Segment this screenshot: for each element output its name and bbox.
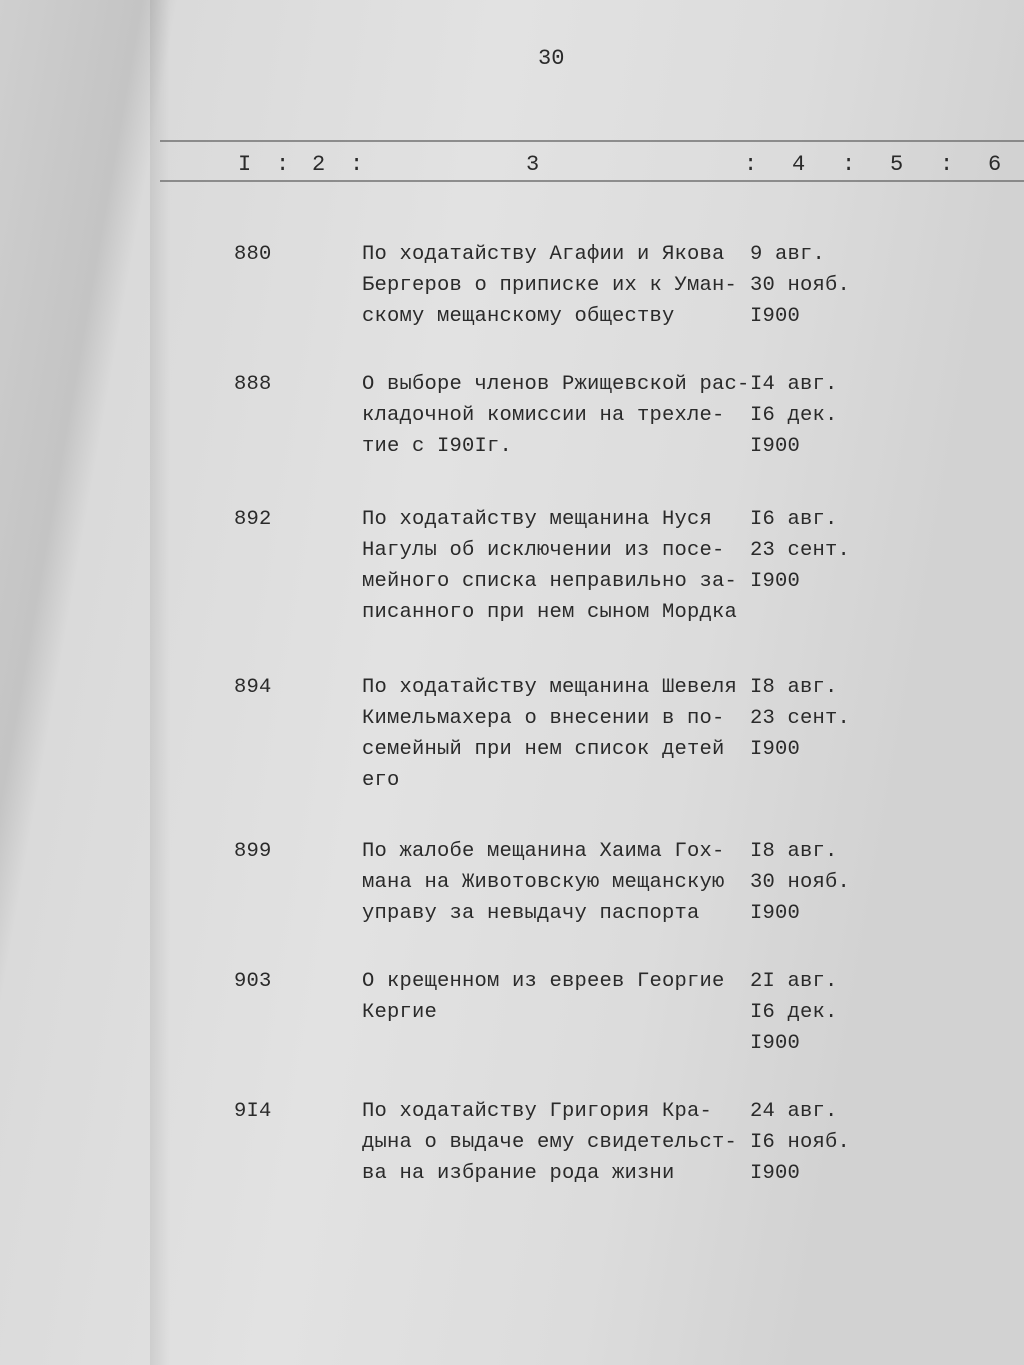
description-line: Нагулы об исключении из посе- (362, 539, 725, 562)
description-line: тие с I90Iг. (362, 435, 513, 458)
entry-dates (750, 966, 838, 1059)
description-line: управу за невыдачу паспорта (362, 902, 700, 925)
entry-number: 9I4 (234, 1100, 272, 1123)
description-line: По ходатайству мещанина Нуся (362, 508, 713, 531)
start-date: 9 авг. (750, 243, 826, 266)
entry-dates (750, 504, 850, 597)
start-date: I8 авг. (750, 840, 838, 863)
year: I900 (750, 1032, 801, 1055)
entry-description (362, 836, 725, 929)
entry-description (362, 966, 725, 1028)
header-top-rule (160, 140, 1024, 142)
header-bottom-rule (160, 180, 1024, 182)
description-line: кладочной комиссии на трехле- (362, 404, 725, 427)
end-date: I6 нояб. (750, 1131, 851, 1154)
start-date: 2I авг. (750, 970, 838, 993)
start-date: I6 авг. (750, 508, 838, 531)
column-separator: : (744, 152, 758, 177)
entry-number: 894 (234, 676, 272, 699)
description-line: Кергие (362, 1001, 438, 1024)
column-header-6: 6 (988, 152, 1002, 177)
end-date: 30 нояб. (750, 871, 851, 894)
description-line: его (362, 769, 400, 792)
entry-number: 903 (234, 970, 272, 993)
description-line: мана на Животовскую мещанскую (362, 871, 725, 894)
column-separator: : (940, 152, 954, 177)
entry-dates (750, 239, 850, 332)
column-header-1: I (238, 152, 252, 177)
entry-description (362, 1096, 737, 1189)
end-date: 30 нояб. (750, 274, 851, 297)
entry-dates (750, 369, 838, 462)
year: I900 (750, 305, 801, 328)
description-line: Бергеров о приписке их к Уман- (362, 274, 738, 297)
end-date: 23 сент. (750, 707, 851, 730)
column-separator: : (842, 152, 856, 177)
entry-description (362, 239, 737, 332)
column-separator: : (350, 152, 364, 177)
description-line: По ходатайству Агафии и Якова (362, 243, 725, 266)
entry-description (362, 369, 750, 462)
start-date: 24 авг. (750, 1100, 838, 1123)
description-line: скому мещанскому обществу (362, 305, 675, 328)
end-date: I6 дек. (750, 404, 838, 427)
start-date: I8 авг. (750, 676, 838, 699)
description-line: писанного при нем сыном Мордка (362, 601, 738, 624)
page-number: 30 (538, 46, 565, 71)
end-date: I6 дек. (750, 1001, 838, 1024)
column-header-2: 2 (312, 152, 326, 177)
description-line: По ходатайству Григория Кра- (362, 1100, 713, 1123)
entry-number: 899 (234, 840, 272, 863)
description-line: мейного списка неправильно за- (362, 570, 738, 593)
description-line: ва на избрание рода жизни (362, 1162, 675, 1185)
entry-dates (750, 836, 850, 929)
description-line: По ходатайству мещанина Шевеля (362, 676, 738, 699)
description-line: дына о выдаче ему свидетельст- (362, 1131, 738, 1154)
description-line: семейный при нем список детей (362, 738, 725, 761)
column-separator: : (276, 152, 290, 177)
year: I900 (750, 435, 801, 458)
description-line: О крещенном из евреев Георгие (362, 970, 725, 993)
entry-description (362, 504, 737, 628)
description-line: О выборе членов Ржищевской рас- (362, 373, 750, 396)
year: I900 (750, 570, 801, 593)
end-date: 23 сент. (750, 539, 851, 562)
page-fold-shadow (150, 0, 170, 1365)
entry-number: 888 (234, 373, 272, 396)
column-header-3: 3 (526, 152, 540, 177)
column-header-4: 4 (792, 152, 806, 177)
description-line: По жалобе мещанина Хаима Гох- (362, 840, 725, 863)
year: I900 (750, 738, 801, 761)
entry-number: 880 (234, 243, 272, 266)
entry-dates (750, 672, 850, 765)
column-header-5: 5 (890, 152, 904, 177)
entry-description (362, 672, 737, 796)
entry-number: 892 (234, 508, 272, 531)
start-date: I4 авг. (750, 373, 838, 396)
entry-dates (750, 1096, 850, 1189)
description-line: Кимельмахера о внесении в по- (362, 707, 725, 730)
year: I900 (750, 902, 801, 925)
year: I900 (750, 1162, 801, 1185)
